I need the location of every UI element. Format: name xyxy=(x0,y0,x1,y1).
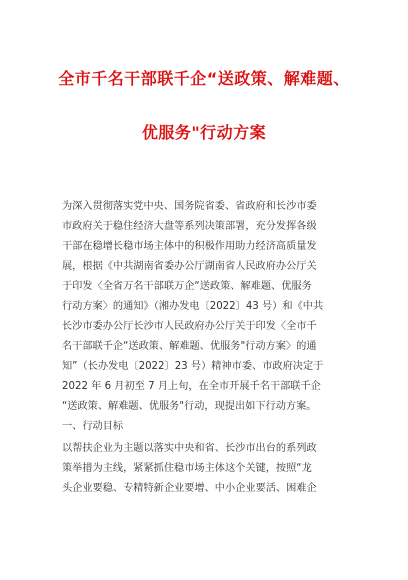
body-line: 策举措为主线，紧紧抓住稳市场主体这个关键，按照“龙 xyxy=(62,463,312,474)
body-line: 为深入贯彻落实党中央、国务院省委、省政府和长沙市委 xyxy=(62,201,317,212)
document-title-line-2: 优服务"行动方案 xyxy=(141,123,267,142)
body-line: 2022 年 6 月初至 7 月上旬，在全市开展千名干部联千企 xyxy=(62,381,321,392)
body-line: 长沙市委办公厅长沙市人民政府办公厅关于印发〈全市千 xyxy=(62,321,317,332)
body-line: 市政府关于稳住经济大盘等系列决策部署，充分发挥各级 xyxy=(62,221,317,232)
body-line: 名干部联千企“送政策、解难题、优服务"行动方案〉的通 xyxy=(62,341,317,352)
body-line: 行动方案〉的通知》（湘办发电〔2022〕43 号）和《中共 xyxy=(62,301,324,312)
document-title-line-1: 全市千名干部联千企“送政策、解难题、 xyxy=(58,69,350,88)
body-line: 展，根据《中共湖南省委办公厅湖南省人民政府办公厅关 xyxy=(62,261,317,272)
body-line: 知”（长办发电〔2022〕23 号）精神市委、市政府决定于 xyxy=(62,361,324,372)
body-line: 头企业要稳、专精特新企业要增、中小企业要活、困难企 xyxy=(62,483,317,494)
section-heading: 一、行动目标 xyxy=(62,421,124,432)
body-line: 以帮扶企业为主题以落实中央和省、长沙市出台的系列政 xyxy=(62,443,317,454)
body-line: 于印发〈全省万名干部联万企“送政策、解难题、优服务 xyxy=(62,281,312,292)
body-line: “送政策、解难题、优服务"行动，现提出如下行动方案。 xyxy=(62,401,317,412)
body-line: 干部在稳增长稳市场主体中的积极作用助力经济高质量发 xyxy=(62,241,317,252)
